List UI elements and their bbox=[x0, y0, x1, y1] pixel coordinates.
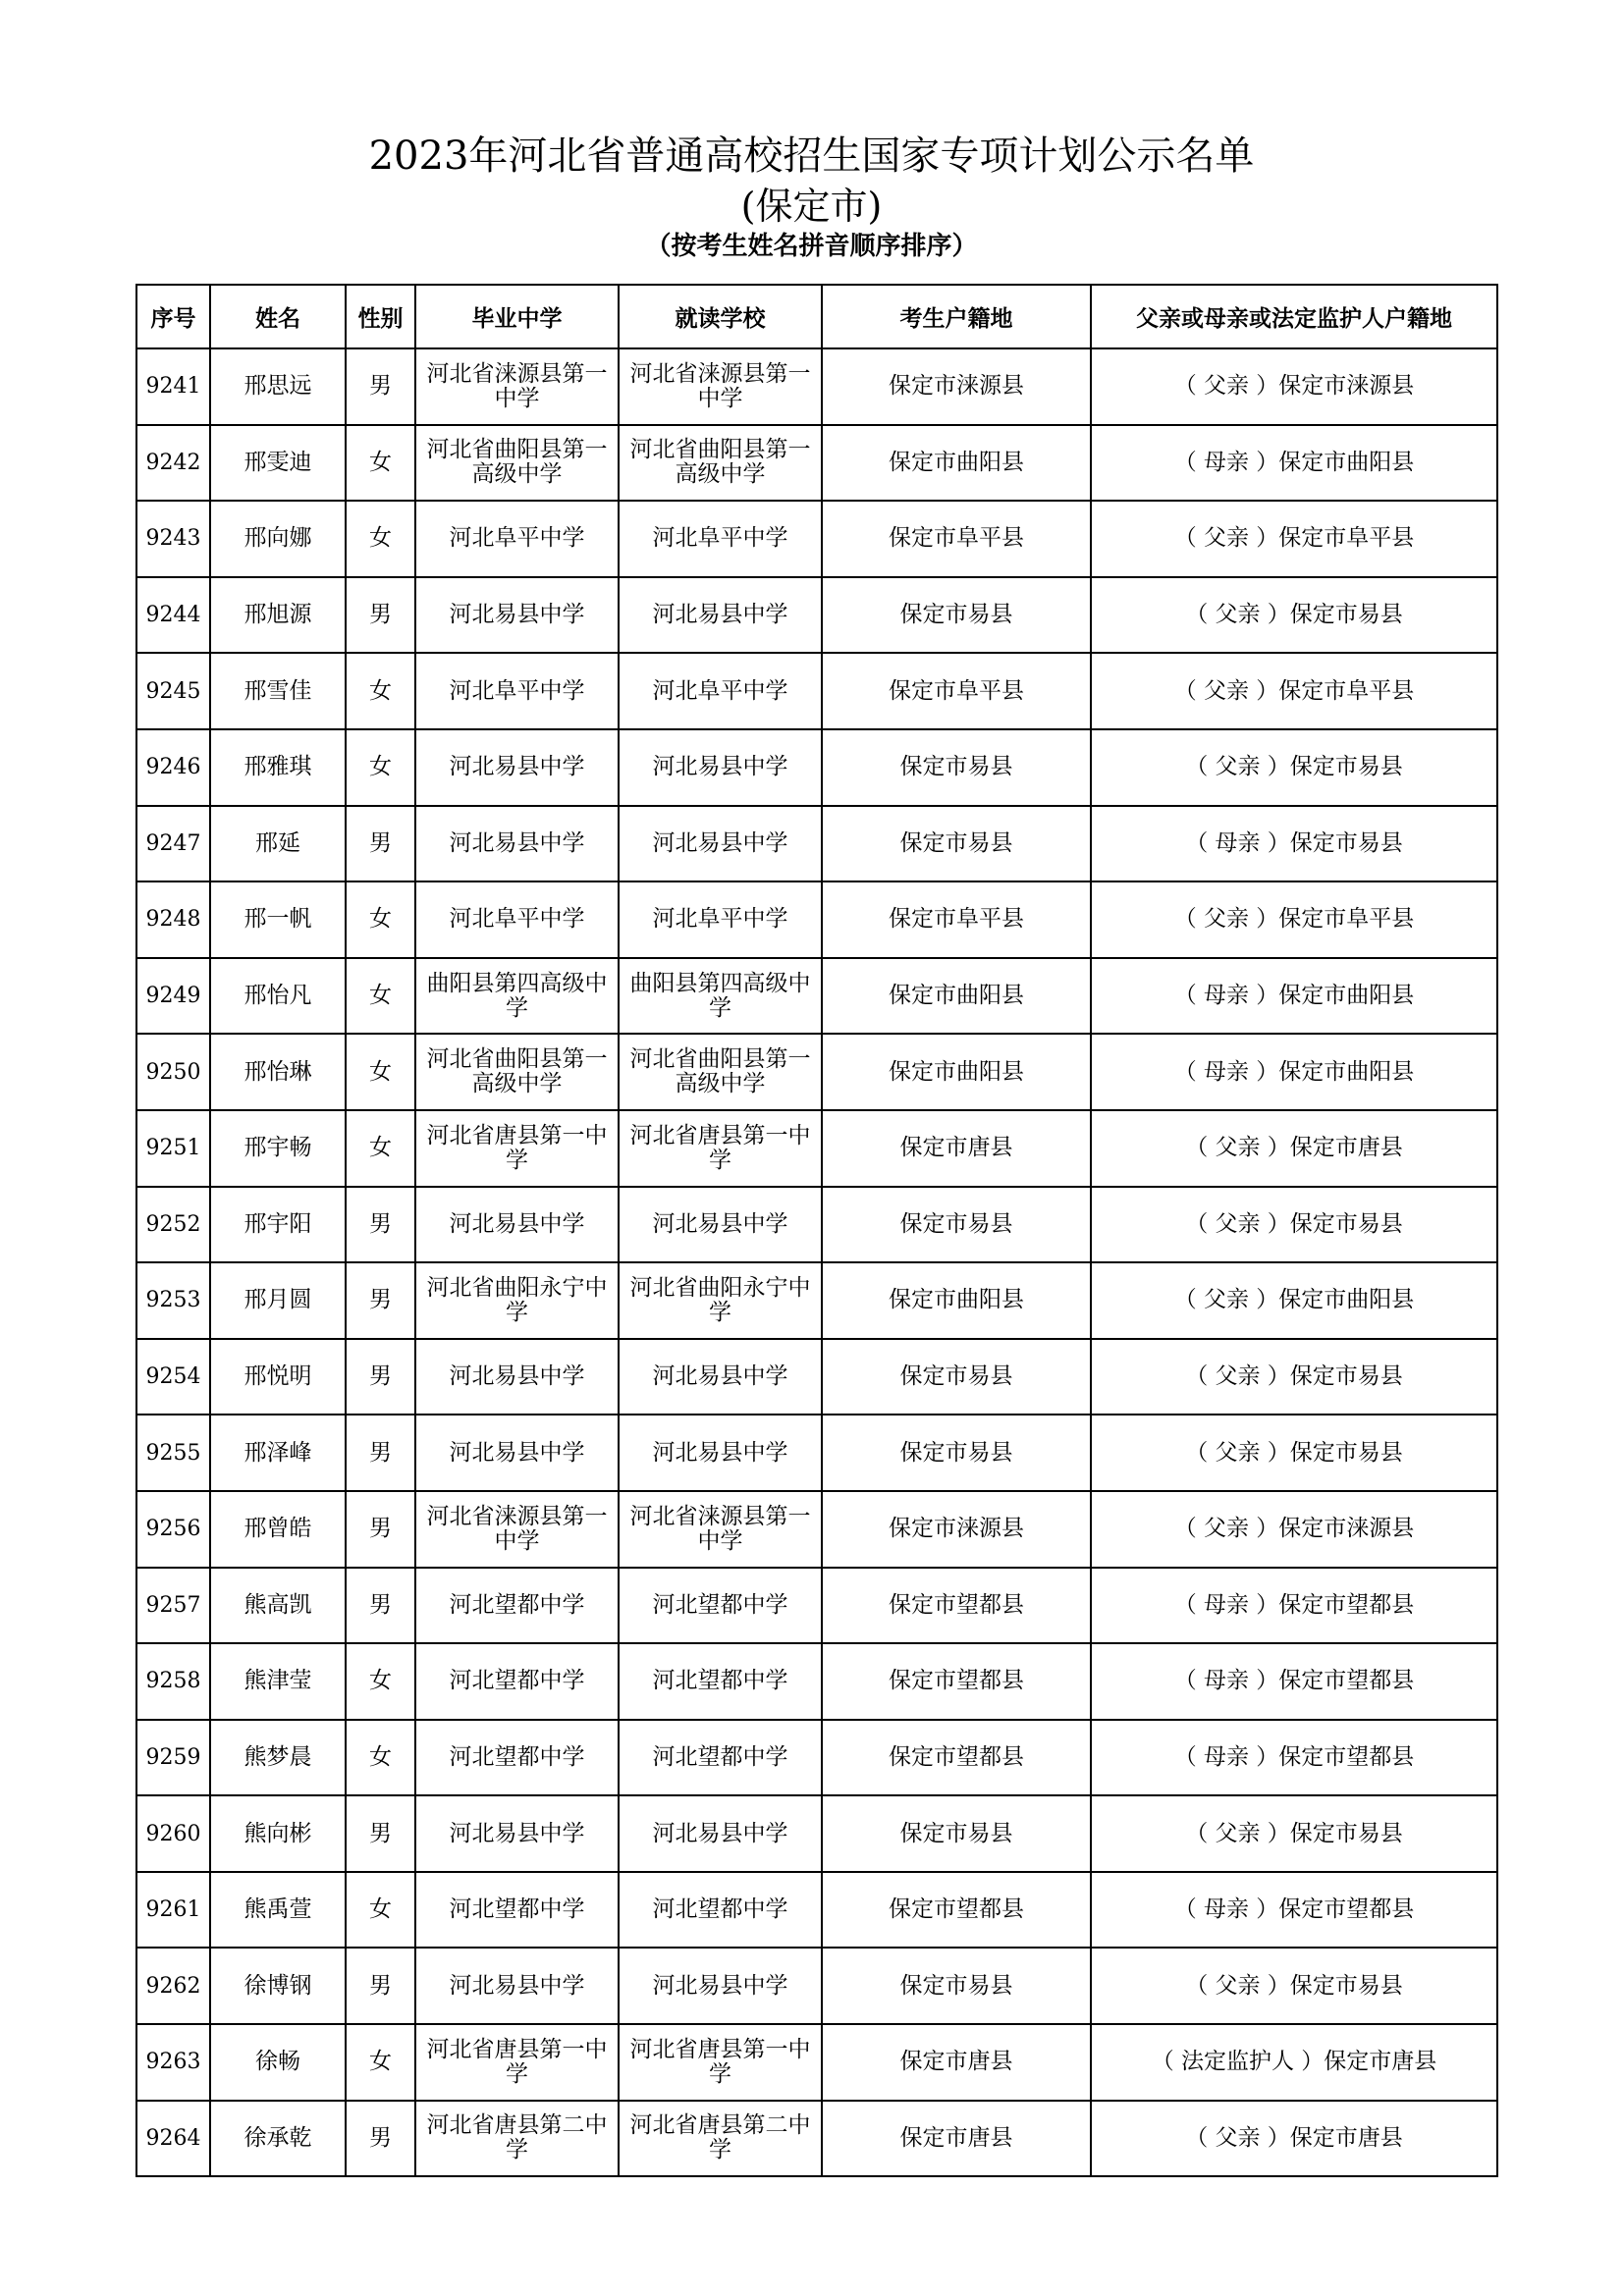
cell-grad-school: 曲阳县第四高级中学 bbox=[415, 958, 619, 1035]
cell-seq: 9253 bbox=[136, 1262, 210, 1339]
cell-name: 徐畅 bbox=[210, 2024, 346, 2101]
cell-name: 熊津莹 bbox=[210, 1643, 346, 1720]
cell-grad-school: 河北易县中学 bbox=[415, 806, 619, 882]
cell-grad-school: 河北易县中学 bbox=[415, 1415, 619, 1491]
cell-household: 保定市涞源县 bbox=[822, 1491, 1091, 1568]
cell-gender: 男 bbox=[346, 1795, 415, 1872]
cell-gender: 女 bbox=[346, 1720, 415, 1796]
table-row bbox=[136, 653, 1497, 729]
cell-household: 保定市易县 bbox=[822, 1415, 1091, 1491]
table-row bbox=[136, 1568, 1497, 1644]
cell-current-school: 河北易县中学 bbox=[619, 1415, 822, 1491]
cell-seq: 9248 bbox=[136, 881, 210, 958]
page-title: 2023年河北省普通高校招生国家专项计划公示名单 bbox=[368, 133, 1255, 179]
cell-current-school: 河北阜平中学 bbox=[619, 501, 822, 577]
cell-gender: 女 bbox=[346, 881, 415, 958]
table-row bbox=[136, 729, 1497, 806]
cell-household: 保定市望都县 bbox=[822, 1568, 1091, 1644]
table-row bbox=[136, 1262, 1497, 1339]
cell-gender: 男 bbox=[346, 1948, 415, 2024]
cell-household: 保定市易县 bbox=[822, 729, 1091, 806]
table-row bbox=[136, 1187, 1497, 1263]
column-header-household: 考生户籍地 bbox=[822, 285, 1091, 348]
cell-current-school: 河北望都中学 bbox=[619, 1720, 822, 1796]
cell-seq: 9251 bbox=[136, 1110, 210, 1187]
cell-guardian-household: （ 法定监护人 ）保定市唐县 bbox=[1091, 2024, 1497, 2101]
cell-current-school: 河北省唐县第一中学 bbox=[619, 1110, 822, 1187]
cell-name: 徐承乾 bbox=[210, 2101, 346, 2177]
cell-guardian-household: （ 母亲 ）保定市曲阳县 bbox=[1091, 425, 1497, 502]
cell-grad-school: 河北阜平中学 bbox=[415, 501, 619, 577]
cell-household: 保定市曲阳县 bbox=[822, 958, 1091, 1035]
cell-guardian-household: （ 父亲 ）保定市唐县 bbox=[1091, 2101, 1497, 2177]
cell-current-school: 河北易县中学 bbox=[619, 729, 822, 806]
cell-grad-school: 河北易县中学 bbox=[415, 1339, 619, 1415]
cell-household: 保定市易县 bbox=[822, 1339, 1091, 1415]
column-header-grad-school: 毕业中学 bbox=[415, 285, 619, 348]
cell-gender: 男 bbox=[346, 1491, 415, 1568]
cell-household: 保定市望都县 bbox=[822, 1872, 1091, 1949]
cell-household: 保定市曲阳县 bbox=[822, 1034, 1091, 1110]
cell-current-school: 河北易县中学 bbox=[619, 806, 822, 882]
cell-guardian-household: （ 母亲 ）保定市望都县 bbox=[1091, 1720, 1497, 1796]
cell-seq: 9254 bbox=[136, 1339, 210, 1415]
cell-guardian-household: （ 父亲 ）保定市唐县 bbox=[1091, 1110, 1497, 1187]
cell-grad-school: 河北省曲阳县第一高级中学 bbox=[415, 1034, 619, 1110]
cell-name: 邢向娜 bbox=[210, 501, 346, 577]
cell-guardian-household: （ 父亲 ）保定市易县 bbox=[1091, 729, 1497, 806]
cell-guardian-household: （ 父亲 ）保定市易县 bbox=[1091, 577, 1497, 654]
cell-guardian-household: （ 父亲 ）保定市阜平县 bbox=[1091, 501, 1497, 577]
cell-name: 邢雪佳 bbox=[210, 653, 346, 729]
student-list-table bbox=[135, 284, 1498, 2177]
cell-grad-school: 河北望都中学 bbox=[415, 1872, 619, 1949]
cell-gender: 男 bbox=[346, 1262, 415, 1339]
cell-grad-school: 河北阜平中学 bbox=[415, 653, 619, 729]
cell-name: 邢宇阳 bbox=[210, 1187, 346, 1263]
cell-gender: 男 bbox=[346, 1187, 415, 1263]
cell-name: 邢怡凡 bbox=[210, 958, 346, 1035]
cell-name: 邢思远 bbox=[210, 348, 346, 425]
cell-guardian-household: （ 父亲 ）保定市易县 bbox=[1091, 1339, 1497, 1415]
cell-name: 熊高凯 bbox=[210, 1568, 346, 1644]
cell-gender: 男 bbox=[346, 1339, 415, 1415]
cell-gender: 女 bbox=[346, 1872, 415, 1949]
cell-grad-school: 河北易县中学 bbox=[415, 577, 619, 654]
cell-grad-school: 河北省涞源县第一中学 bbox=[415, 1491, 619, 1568]
table-row bbox=[136, 2101, 1497, 2177]
cell-gender: 男 bbox=[346, 2101, 415, 2177]
page-subtitle: (保定市) bbox=[740, 185, 883, 228]
cell-grad-school: 河北望都中学 bbox=[415, 1643, 619, 1720]
table-row bbox=[136, 1795, 1497, 1872]
cell-current-school: 河北望都中学 bbox=[619, 1872, 822, 1949]
cell-seq: 9264 bbox=[136, 2101, 210, 2177]
cell-seq: 9252 bbox=[136, 1187, 210, 1263]
cell-name: 邢月圆 bbox=[210, 1262, 346, 1339]
cell-name: 邢旭源 bbox=[210, 577, 346, 654]
table-row bbox=[136, 1339, 1497, 1415]
cell-household: 保定市易县 bbox=[822, 1795, 1091, 1872]
cell-current-school: 河北阜平中学 bbox=[619, 653, 822, 729]
cell-household: 保定市望都县 bbox=[822, 1643, 1091, 1720]
cell-gender: 男 bbox=[346, 1568, 415, 1644]
column-header-guardian-household: 父亲或母亲或法定监护人户籍地 bbox=[1091, 285, 1497, 348]
cell-name: 徐博钢 bbox=[210, 1948, 346, 2024]
table-row bbox=[136, 958, 1497, 1035]
cell-name: 熊禹萱 bbox=[210, 1872, 346, 1949]
cell-household: 保定市唐县 bbox=[822, 2024, 1091, 2101]
cell-household: 保定市阜平县 bbox=[822, 501, 1091, 577]
cell-current-school: 河北省唐县第一中学 bbox=[619, 2024, 822, 2101]
cell-name: 邢一帆 bbox=[210, 881, 346, 958]
column-header-current-school: 就读学校 bbox=[619, 285, 822, 348]
cell-seq: 9242 bbox=[136, 425, 210, 502]
cell-household: 保定市易县 bbox=[822, 1187, 1091, 1263]
cell-guardian-household: （ 父亲 ）保定市易县 bbox=[1091, 1415, 1497, 1491]
cell-current-school: 河北省曲阳县第一高级中学 bbox=[619, 1034, 822, 1110]
cell-current-school: 河北易县中学 bbox=[619, 1948, 822, 2024]
cell-seq: 9262 bbox=[136, 1948, 210, 2024]
cell-seq: 9244 bbox=[136, 577, 210, 654]
cell-gender: 男 bbox=[346, 577, 415, 654]
cell-name: 熊向彬 bbox=[210, 1795, 346, 1872]
cell-current-school: 河北易县中学 bbox=[619, 577, 822, 654]
cell-name: 邢宇畅 bbox=[210, 1110, 346, 1187]
column-header-gender: 性别 bbox=[346, 285, 415, 348]
cell-gender: 女 bbox=[346, 425, 415, 502]
table-row bbox=[136, 881, 1497, 958]
cell-current-school: 河北阜平中学 bbox=[619, 881, 822, 958]
cell-current-school: 河北望都中学 bbox=[619, 1643, 822, 1720]
cell-gender: 女 bbox=[346, 2024, 415, 2101]
table-row bbox=[136, 2024, 1497, 2101]
table-row bbox=[136, 1872, 1497, 1949]
cell-grad-school: 河北省唐县第一中学 bbox=[415, 1110, 619, 1187]
cell-guardian-household: （ 父亲 ）保定市易县 bbox=[1091, 1948, 1497, 2024]
cell-name: 邢雯迪 bbox=[210, 425, 346, 502]
table-row bbox=[136, 1034, 1497, 1110]
cell-name: 邢怡琳 bbox=[210, 1034, 346, 1110]
cell-name: 邢曾皓 bbox=[210, 1491, 346, 1568]
cell-household: 保定市唐县 bbox=[822, 1110, 1091, 1187]
cell-grad-school: 河北省曲阳永宁中学 bbox=[415, 1262, 619, 1339]
cell-name: 熊梦晨 bbox=[210, 1720, 346, 1796]
table-row bbox=[136, 1415, 1497, 1491]
cell-grad-school: 河北省涞源县第一中学 bbox=[415, 348, 619, 425]
cell-grad-school: 河北望都中学 bbox=[415, 1568, 619, 1644]
cell-guardian-household: （ 父亲 ）保定市阜平县 bbox=[1091, 653, 1497, 729]
table-row bbox=[136, 577, 1497, 654]
cell-gender: 男 bbox=[346, 806, 415, 882]
cell-current-school: 河北省唐县第二中学 bbox=[619, 2101, 822, 2177]
cell-household: 保定市易县 bbox=[822, 806, 1091, 882]
cell-grad-school: 河北易县中学 bbox=[415, 1948, 619, 2024]
cell-seq: 9241 bbox=[136, 348, 210, 425]
cell-gender: 男 bbox=[346, 1415, 415, 1491]
cell-name: 邢泽峰 bbox=[210, 1415, 346, 1491]
cell-household: 保定市唐县 bbox=[822, 2101, 1091, 2177]
cell-household: 保定市望都县 bbox=[822, 1720, 1091, 1796]
cell-seq: 9250 bbox=[136, 1034, 210, 1110]
cell-seq: 9247 bbox=[136, 806, 210, 882]
cell-household: 保定市易县 bbox=[822, 577, 1091, 654]
cell-name: 邢悦明 bbox=[210, 1339, 346, 1415]
table-row bbox=[136, 1720, 1497, 1796]
cell-guardian-household: （ 母亲 ）保定市望都县 bbox=[1091, 1872, 1497, 1949]
cell-grad-school: 河北省曲阳县第一高级中学 bbox=[415, 425, 619, 502]
cell-gender: 女 bbox=[346, 501, 415, 577]
cell-seq: 9249 bbox=[136, 958, 210, 1035]
cell-guardian-household: （ 母亲 ）保定市望都县 bbox=[1091, 1568, 1497, 1644]
cell-guardian-household: （ 父亲 ）保定市涞源县 bbox=[1091, 1491, 1497, 1568]
cell-gender: 女 bbox=[346, 1110, 415, 1187]
cell-seq: 9260 bbox=[136, 1795, 210, 1872]
cell-grad-school: 河北易县中学 bbox=[415, 1187, 619, 1263]
cell-seq: 9261 bbox=[136, 1872, 210, 1949]
cell-seq: 9258 bbox=[136, 1643, 210, 1720]
cell-guardian-household: （ 父亲 ）保定市涞源县 bbox=[1091, 348, 1497, 425]
cell-household: 保定市曲阳县 bbox=[822, 1262, 1091, 1339]
cell-current-school: 河北易县中学 bbox=[619, 1187, 822, 1263]
cell-guardian-household: （ 母亲 ）保定市曲阳县 bbox=[1091, 1034, 1497, 1110]
cell-household: 保定市涞源县 bbox=[822, 348, 1091, 425]
cell-household: 保定市曲阳县 bbox=[822, 425, 1091, 502]
cell-current-school: 河北省曲阳永宁中学 bbox=[619, 1262, 822, 1339]
table-header-row bbox=[136, 285, 1497, 348]
cell-gender: 男 bbox=[346, 348, 415, 425]
cell-guardian-household: （ 母亲 ）保定市望都县 bbox=[1091, 1643, 1497, 1720]
cell-gender: 女 bbox=[346, 1643, 415, 1720]
cell-current-school: 河北省曲阳县第一高级中学 bbox=[619, 425, 822, 502]
cell-household: 保定市阜平县 bbox=[822, 881, 1091, 958]
cell-guardian-household: （ 母亲 ）保定市曲阳县 bbox=[1091, 958, 1497, 1035]
cell-seq: 9256 bbox=[136, 1491, 210, 1568]
cell-current-school: 河北易县中学 bbox=[619, 1339, 822, 1415]
sort-note: （按考生姓名拼音顺序排序） bbox=[645, 232, 978, 261]
column-header-seq: 序号 bbox=[136, 285, 210, 348]
cell-guardian-household: （ 父亲 ）保定市易县 bbox=[1091, 1795, 1497, 1872]
cell-grad-school: 河北望都中学 bbox=[415, 1720, 619, 1796]
table-row bbox=[136, 1491, 1497, 1568]
cell-seq: 9245 bbox=[136, 653, 210, 729]
cell-current-school: 河北望都中学 bbox=[619, 1568, 822, 1644]
cell-seq: 9246 bbox=[136, 729, 210, 806]
cell-gender: 女 bbox=[346, 729, 415, 806]
cell-seq: 9243 bbox=[136, 501, 210, 577]
table-row bbox=[136, 1643, 1497, 1720]
cell-name: 邢延 bbox=[210, 806, 346, 882]
cell-gender: 女 bbox=[346, 958, 415, 1035]
cell-guardian-household: （ 父亲 ）保定市曲阳县 bbox=[1091, 1262, 1497, 1339]
cell-name: 邢雅琪 bbox=[210, 729, 346, 806]
cell-current-school: 河北省涞源县第一中学 bbox=[619, 1491, 822, 1568]
cell-seq: 9255 bbox=[136, 1415, 210, 1491]
cell-gender: 女 bbox=[346, 1034, 415, 1110]
table-row bbox=[136, 425, 1497, 502]
cell-current-school: 河北省涞源县第一中学 bbox=[619, 348, 822, 425]
cell-guardian-household: （ 父亲 ）保定市易县 bbox=[1091, 1187, 1497, 1263]
cell-household: 保定市阜平县 bbox=[822, 653, 1091, 729]
column-header-name: 姓名 bbox=[210, 285, 346, 348]
cell-seq: 9259 bbox=[136, 1720, 210, 1796]
cell-grad-school: 河北阜平中学 bbox=[415, 881, 619, 958]
cell-seq: 9257 bbox=[136, 1568, 210, 1644]
cell-seq: 9263 bbox=[136, 2024, 210, 2101]
cell-grad-school: 河北省唐县第二中学 bbox=[415, 2101, 619, 2177]
table-row bbox=[136, 348, 1497, 425]
cell-household: 保定市易县 bbox=[822, 1948, 1091, 2024]
cell-grad-school: 河北易县中学 bbox=[415, 729, 619, 806]
cell-gender: 女 bbox=[346, 653, 415, 729]
table-row bbox=[136, 806, 1497, 882]
table-row bbox=[136, 1110, 1497, 1187]
cell-current-school: 河北易县中学 bbox=[619, 1795, 822, 1872]
cell-guardian-household: （ 母亲 ）保定市易县 bbox=[1091, 806, 1497, 882]
cell-grad-school: 河北易县中学 bbox=[415, 1795, 619, 1872]
table-row bbox=[136, 501, 1497, 577]
cell-current-school: 曲阳县第四高级中学 bbox=[619, 958, 822, 1035]
cell-guardian-household: （ 父亲 ）保定市阜平县 bbox=[1091, 881, 1497, 958]
table-row bbox=[136, 1948, 1497, 2024]
cell-grad-school: 河北省唐县第一中学 bbox=[415, 2024, 619, 2101]
